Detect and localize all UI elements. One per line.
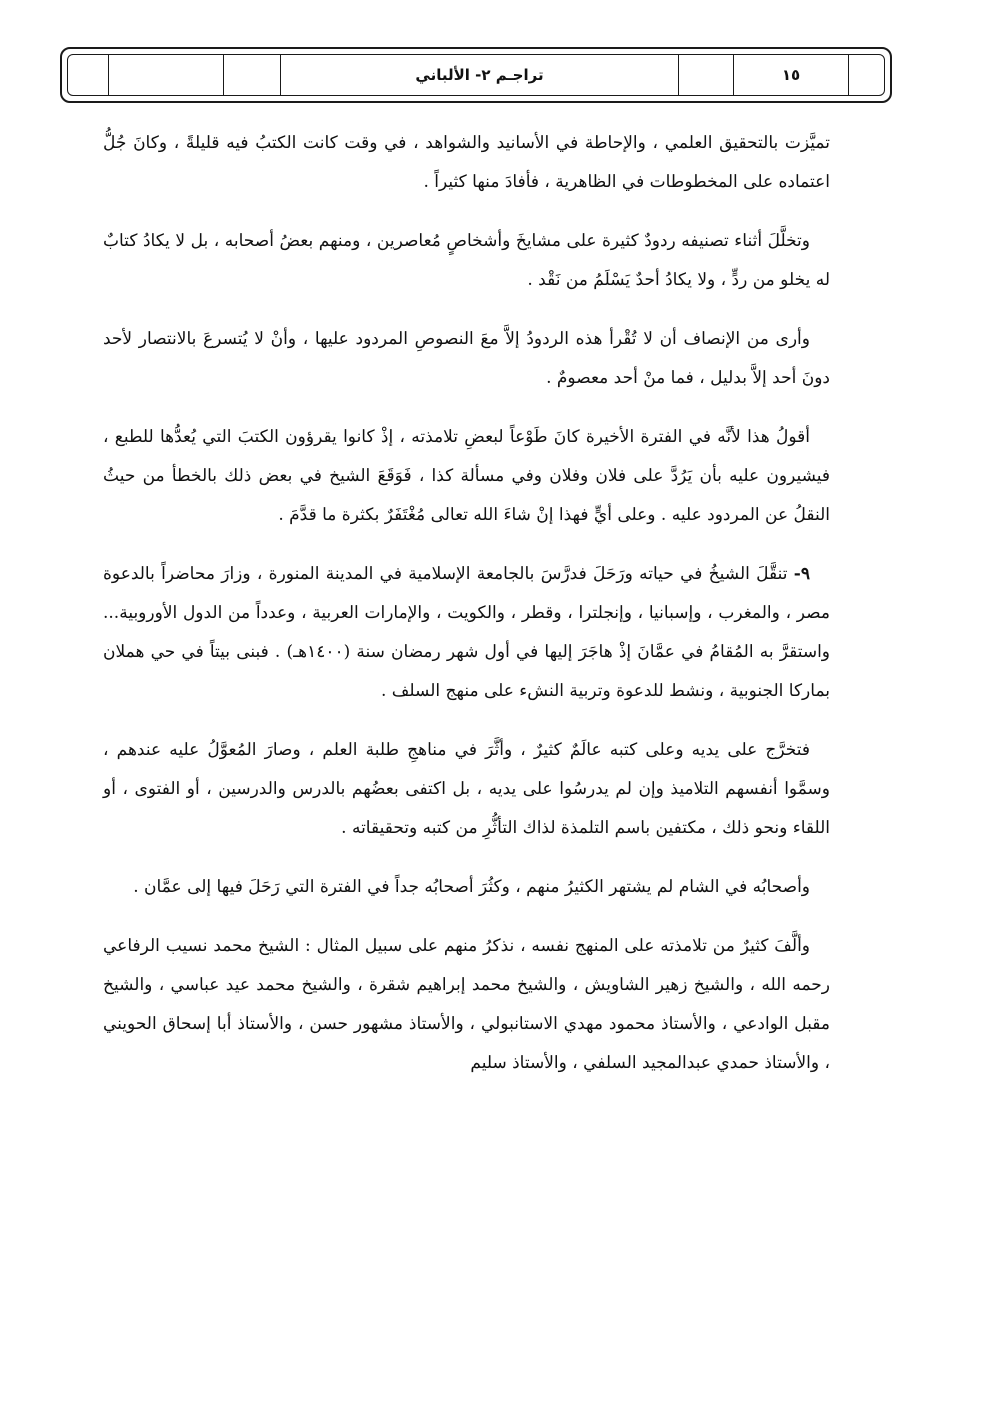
paragraph-text: تنقَّلَ الشيخُ في حياته ورَحَلَ فدرَّسَ بالجامعة الإسلامية في المدينة المنورة ، وزارَ محاضراً بالدعوة مصر ، والمغرب ، وإسبانيا ، وإنجلترا ، وقطر ، والكويت ، والإمارات العربية ، وعدداً من الدول الأوروبية... واستقرَّ به المُقامُ في عمَّانَ إذْ هاجَرَ إليها في أول شهر رمضان سنة (١٤٠٠هـ) . فبنى بيتاً في حي هملان بماركا الجنوبية ، ونشط للدعوة وتربية النشء على منهج السلف .	[103, 564, 831, 701]
header-divider	[848, 55, 849, 95]
paragraph: وأصحابُه في الشام لم يشتهر الكثيرُ منهم ، وكثُرَ أصحابُه جداً في الفترة التي رَحَلَ فيها إلى عمَّان .	[133, 877, 810, 897]
paragraph: فتخرَّج على يديه وعلى كتبه عالَمٌ كثيرٌ ، وأثَّرَ في مناهجِ طلبة العلم ، وصارَ المُعوَّلُ عليه عندهم ، وسمَّوا أنفسهم التلاميذ وإن لم يدرسُوا على يديه ، بل اكتفى بعضُهم بالدرس والدرسين ، أو الفتوى ، أو اللقاء ونحو ذلك ، مكتفين باسم التلمذة لذاك التأثُّرِ من كتبه وتحقيقاته .	[103, 740, 830, 838]
page-number: ١٥	[781, 66, 801, 84]
paragraph: وألَّفَ كثيرٌ من تلامذته على المنهج نفسه ، نذكرُ منهم على سبيل المثال : الشيخ محمد نسيب الرفاعي رحمه الله ، والشيخ زهير الشاويش ، والشيخ محمد إبراهيم شقرة ، والشيخ محمد عيد عباسي ، والشيخ مقبل الوادعي ، والأستاذ محمود مهدي الاستانبولي ، والأستاذ مشهور حسن ، والأستاذ أبا إسحاق الحويني ، والأستاذ حمدي عبدالمجيد السلفي ، والأستاذ سليم	[103, 936, 830, 1073]
running-header-inner-frame	[67, 54, 885, 96]
header-divider	[223, 55, 224, 95]
paragraph: أقولُ هذا لأنَّه في الفترة الأخيرة كانَ طَوْعاً لبعضِ تلامذته ، إذْ كانوا يقرؤون الكتبَ التي يُعدُّها للطبع ، فيشيرون عليه بأن يَرُدَّ على فلان وفلان وفي مسألة كذا ، فَوَقَعَ الشيخ في بعض ذلك بالخطأ من حيثُ النقلُ عن المردود عليه . وعلى أيٍّ فهذا إنْ شاءَ الله تعالى مُغْتَفَرٌ بكثرة ما قدَّمَ .	[103, 427, 830, 525]
paragraph: وأرى من الإنصاف أن لا تُقْرأ هذه الردودُ إلاَّ معَ النصوصِ المردود عليها ، وأنْ لا يُتسرعَ بالانتصار لأحد دونَ أحد إلاَّ بدليل ، فما منْ أحد معصومٌ .	[103, 329, 830, 388]
paragraph: وتخلَّلَ أثناء تصنيفه ردودٌ كثيرة على مشايخَ وأشخاصٍ مُعاصرين ، ومنهم بعضُ أصحابه ، بل لا يكادُ كتابٌ له يخلو من ردٍّ ، ولا يكادُ أحدٌ يَسْلَمُ من نَقْد .	[103, 231, 830, 290]
header-divider	[108, 55, 109, 95]
header-title: تراجـم ٢- الألباني	[415, 66, 544, 84]
header-divider	[678, 55, 679, 95]
item-number: ٩-	[793, 564, 810, 584]
numbered-paragraph	[103, 555, 830, 711]
running-header	[60, 47, 892, 103]
paragraph: تميَّزت بالتحقيق العلمي ، والإحاطة في الأسانيد والشواهد ، في وقت كانت الكتبُ فيه قليلةً ، وكانَ جُلُّ اعتماده على المخطوطات في الظاهرية ، فأفادَ منها كثيراً .	[103, 133, 830, 192]
page-body	[103, 124, 830, 1103]
